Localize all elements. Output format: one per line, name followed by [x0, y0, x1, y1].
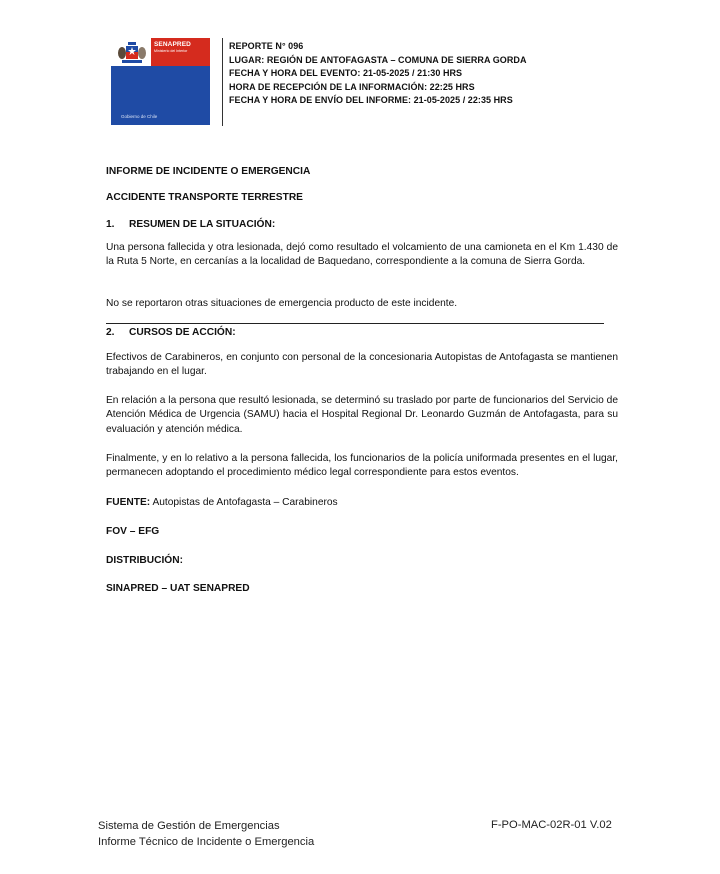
action-paragraph-1: Efectivos de Carabineros, en conjunto con personal de la concesionaria Autopistas de Antofagasta se mantienen trabajando en el lugar. [106, 352, 618, 378]
logo-sub-text: Ministerio del Interior [154, 49, 188, 53]
footer-report-type: Informe Técnico de Incidente o Emergencia [98, 835, 315, 848]
section-divider [106, 323, 604, 324]
action-paragraph-3: Finalmente, y en lo relativo a la persona fallecida, los funcionarios de la policía uniformada presentes en el lugar, permanecen adoptando el procedimiento médico legal correspondiente para estos eventos. [106, 453, 618, 479]
report-place: LUGAR: REGIÓN DE ANTOFAGASTA – COMUNA DE SIERRA GORDA [229, 54, 527, 65]
logo-gov-text: Gobierno de Chile [121, 114, 158, 119]
source-label: FUENTE: [106, 497, 151, 508]
senapred-logo [111, 38, 210, 125]
header-divider [222, 38, 223, 126]
distribution-label: DISTRIBUCIÓN: [106, 555, 183, 566]
footer-code: F-PO-MAC-02R-01 V.02 [491, 819, 612, 831]
section-2-number: 2. [106, 327, 115, 338]
logo-brand-text: SENAPRED [154, 41, 191, 48]
summary-paragraph-2: No se reportaron otras situaciones de emergencia producto de este incidente. [106, 298, 458, 309]
send-datetime: FECHA Y HORA DE ENVÍO DEL INFORME: 21-05-2025 / 22:35 HRS [229, 95, 513, 106]
distribution-value: SINAPRED – UAT SENAPRED [106, 583, 250, 594]
footer-left [98, 819, 314, 850]
source-value: Autopistas de Antofagasta – Carabineros [152, 497, 338, 508]
footer-system: Sistema de Gestión de Emergencias [98, 820, 280, 832]
section-1-title: RESUMEN DE LA SITUACIÓN: [129, 219, 276, 230]
summary-paragraph-1: Una persona fallecida y otra lesionada, dejó como resultado el volcamiento de una camioneta en el Km 1.430 de la Ruta 5 Norte, en cercanías a la localidad de Baquedano, correspondiente a la comuna de Sierra Gorda. [106, 242, 618, 268]
report-header [229, 40, 527, 108]
document-title: INFORME DE INCIDENTE O EMERGENCIA [106, 166, 311, 177]
initials: FOV – EFG [106, 526, 160, 537]
event-datetime: FECHA Y HORA DEL EVENTO: 21-05-2025 / 21:30 HRS [229, 68, 463, 79]
reception-time: HORA DE RECEPCIÓN DE LA INFORMACIÓN: 22:25 HRS [229, 81, 475, 92]
section-1-number: 1. [106, 219, 115, 230]
section-2-title: CURSOS DE ACCIÓN: [129, 327, 236, 338]
section-2-heading [106, 327, 236, 338]
section-1-heading [106, 219, 275, 230]
source-line [106, 496, 618, 510]
report-number: REPORTE N° 096 [229, 41, 304, 51]
incident-type: ACCIDENTE TRANSPORTE TERRESTRE [106, 192, 303, 203]
action-paragraph-2: En relación a la persona que resultó lesionada, se determinó su traslado por parte de funcionarios del Servicio de Atención Médica de Urgencia (SAMU) hacia el Hospital Regional Dr. Leonardo Guzmán de Antofagasta, para su evaluación y atención médica. [106, 395, 618, 435]
coat-of-arms-icon [116, 41, 148, 65]
